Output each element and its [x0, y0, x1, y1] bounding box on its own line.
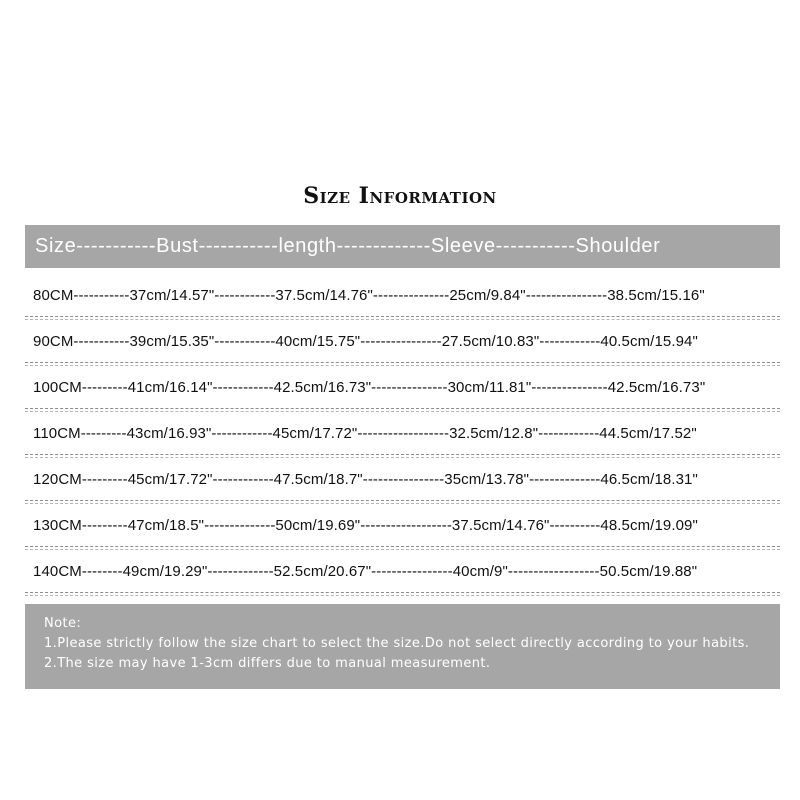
note-label: Note:: [44, 616, 82, 631]
size-table: [25, 275, 780, 597]
row-divider: [25, 319, 780, 320]
row-text: 130CM---------47cm/18.5"--------------50cm/19.69"------------------37.5cm/14.76"----------48.5cm/19.09": [33, 517, 698, 534]
row-divider: [25, 454, 780, 455]
row-divider: [25, 362, 780, 363]
table-row: [25, 367, 780, 413]
row-text: 80CM-----------37cm/14.57"------------37.5cm/14.76"---------------25cm/9.84"----------------38.5cm/15.16": [33, 287, 705, 304]
row-text: 110CM---------43cm/16.93"------------45cm/17.72"------------------32.5cm/12.8"------------44.5cm/17.52": [33, 425, 697, 442]
row-divider: [25, 365, 780, 366]
note-line-1: 1.Please strictly follow the size chart to select the size.Do not select directly according to your habits.: [44, 636, 750, 651]
page-title: Size Information: [303, 183, 497, 209]
row-divider: [25, 316, 780, 317]
row-divider: [25, 595, 780, 596]
note-line-2: 2.The size may have 1-3cm differs due to manual measurement.: [44, 656, 491, 671]
row-text: 140CM--------49cm/19.29"-------------52.5cm/20.67"----------------40cm/9"------------------50.5cm/19.88": [33, 563, 698, 580]
table-row: [25, 505, 780, 551]
header-columns-text: Size-----------Bust-----------length-------------Sleeve-----------Shoulder: [35, 235, 661, 257]
table-row: [25, 321, 780, 367]
table-row: [25, 551, 780, 597]
table-row: [25, 459, 780, 505]
table-row: [25, 275, 780, 321]
row-divider: [25, 408, 780, 409]
row-divider: [25, 546, 780, 547]
row-text: 100CM---------41cm/16.14"------------42.5cm/16.73"---------------30cm/11.81"---------------42.5cm/16.73": [33, 379, 706, 396]
row-divider: [25, 592, 780, 593]
table-row: [25, 413, 780, 459]
row-text: 90CM-----------39cm/15.35"------------40cm/15.75"----------------27.5cm/10.83"------------40.5cm/15.94": [33, 333, 698, 350]
row-divider: [25, 411, 780, 412]
row-divider: [25, 549, 780, 550]
row-divider: [25, 503, 780, 504]
size-table-header: [25, 225, 780, 268]
row-divider: [25, 500, 780, 501]
note-box: [25, 604, 780, 689]
row-text: 120CM---------45cm/17.72"------------47.5cm/18.7"----------------35cm/13.78"--------------46.5cm/18.31": [33, 471, 698, 488]
row-divider: [25, 457, 780, 458]
